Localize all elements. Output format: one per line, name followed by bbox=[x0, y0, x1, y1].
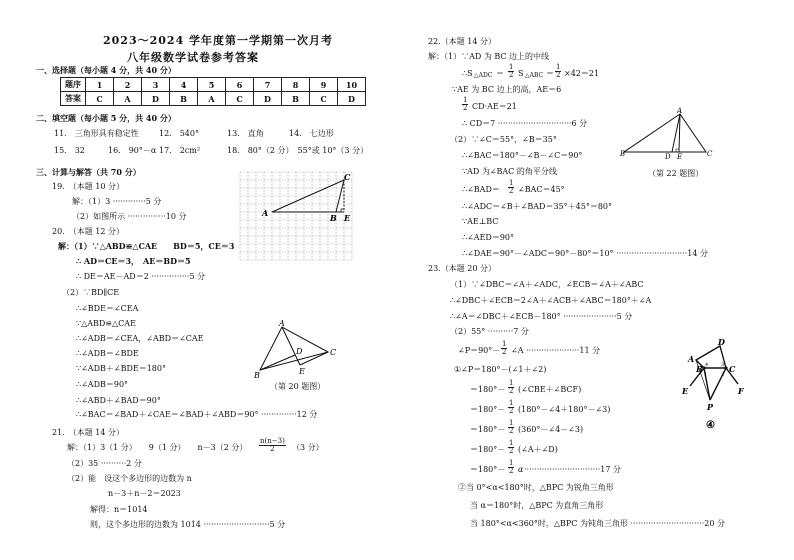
q22-line: S bbox=[518, 69, 524, 78]
fraction-denominator: 2 bbox=[509, 427, 514, 435]
q22-label: C bbox=[707, 150, 713, 158]
fraction-numerator: 1 bbox=[509, 459, 514, 467]
q23-angle-label: 3 bbox=[721, 362, 725, 368]
q23-fraction-half bbox=[508, 460, 514, 475]
fraction-numerator: 1 bbox=[509, 399, 514, 407]
q22-subscript: △ABC bbox=[525, 72, 544, 79]
q20-label: D bbox=[296, 347, 303, 356]
fill-answer: 14. 七边形 bbox=[289, 129, 334, 138]
q23-line: ＝180°－ bbox=[470, 445, 506, 454]
q23-line: 当 180°<α<360°时，△BPC 为钝角三角形 ·····························20 分 bbox=[470, 519, 725, 528]
q23-label: F bbox=[738, 386, 744, 396]
answer-cell: B bbox=[170, 92, 198, 106]
q19-label: E bbox=[344, 213, 351, 223]
fraction-numerator: 1 bbox=[509, 439, 514, 447]
q21-line: 解：（1）3（1 分） 9（1 分） n－3（2 分） bbox=[67, 443, 248, 452]
q22-line: ∴∠BAC＝180°－∠B－∠C＝90° bbox=[462, 151, 583, 160]
q22-subscript: △ADC bbox=[474, 72, 493, 79]
q23-figure-number: ④ bbox=[706, 420, 715, 431]
q19-label: B bbox=[330, 213, 337, 223]
fraction-denominator: 2 bbox=[509, 407, 514, 415]
question-number: 9 bbox=[310, 78, 338, 92]
q20-label: A bbox=[279, 319, 285, 328]
q23-line: ＝180°－ bbox=[470, 425, 506, 434]
q22-line: ∴ CD＝7 ·····························6 分 bbox=[462, 119, 588, 128]
q23-fraction-half bbox=[508, 380, 514, 395]
fraction-denominator: 2 bbox=[502, 348, 507, 356]
fraction-numerator: 1 bbox=[509, 63, 514, 71]
answer-cell: D bbox=[338, 92, 366, 106]
fraction-denominator: 2 bbox=[556, 71, 561, 79]
q22-fraction-half bbox=[555, 64, 561, 79]
fraction-denominator: 2 bbox=[509, 187, 514, 195]
q20-line: ∴∠BAC＝∠BAD＋∠CAE＝∠BAD＋∠ABD＝90° ··············12 分 bbox=[76, 410, 318, 419]
q22-line: ∴∠DAE＝90°－∠ADC＝90°－80°＝10° ····························14 分 bbox=[462, 249, 709, 258]
q20-line: ∵∠ADB＋∠BDE＝180° bbox=[76, 364, 166, 373]
question-number: 7 bbox=[254, 78, 282, 92]
q22-line: （2）∵∠C＝55°，∠B＝35° bbox=[450, 135, 557, 144]
q23-line: ①∠P＝180°－(∠1＋∠2) bbox=[454, 365, 547, 374]
question-number: 1 bbox=[86, 78, 114, 92]
section-heading-choice: 一、选择题（每小题 4 分，共 40 分） bbox=[36, 65, 176, 75]
q23-angle-label: 4 bbox=[705, 362, 709, 368]
answer-cell: A bbox=[114, 92, 142, 106]
section-heading-fill: 二、填空题（每小题 5 分，共 40 分） bbox=[36, 113, 176, 123]
q21-line: （3 分） bbox=[292, 443, 324, 452]
q22-line: ＝ bbox=[546, 69, 554, 78]
answer-cell: A bbox=[198, 92, 226, 106]
q22-label: D bbox=[665, 153, 671, 161]
q23-heading: 23.（本题 20 分） bbox=[428, 264, 496, 273]
q23-line: ∠P＝90°－ bbox=[458, 346, 501, 355]
q23-point bbox=[724, 366, 727, 369]
q20-label: E bbox=[299, 367, 305, 376]
fill-answer: 11. 三角形具有稳定性 bbox=[54, 129, 139, 138]
q23-line: (∠A＋∠D) bbox=[518, 445, 558, 454]
fill-answer: 15. 32 bbox=[54, 146, 85, 155]
fill-answer: 13. 直角 bbox=[227, 129, 264, 138]
question-number: 2 bbox=[114, 78, 142, 92]
answer-table-answer-row bbox=[61, 92, 366, 106]
fraction-numerator: 1 bbox=[556, 63, 561, 71]
q22-line: CD·AE＝21 bbox=[472, 102, 517, 111]
question-number: 8 bbox=[282, 78, 310, 92]
q23-fraction-half bbox=[501, 341, 507, 356]
q23-label: E bbox=[682, 386, 689, 396]
q21-heading: 21. （本题 14 分） bbox=[52, 428, 124, 437]
question-number: 6 bbox=[226, 78, 254, 92]
answer-table bbox=[60, 77, 366, 106]
fraction-denominator: 2 bbox=[509, 387, 514, 395]
fraction-denominator: 2 bbox=[509, 447, 514, 455]
q20-line: ∴∠ADB＝∠BDE bbox=[76, 349, 139, 358]
q20-figure-caption: （第 20 题图） bbox=[270, 382, 326, 391]
q23-line: （1）∵∠DBC＝∠A＋∠ADC，∠ECB＝∠A＋∠ABC bbox=[450, 280, 644, 289]
answer-cell: C bbox=[226, 92, 254, 106]
q22-heading: 22.（本题 14 分） bbox=[428, 37, 496, 46]
q23-line: α bbox=[518, 465, 524, 474]
q22-line: ∴S bbox=[462, 69, 473, 78]
fraction-numerator: 1 bbox=[502, 340, 507, 348]
q21-line: 解得：n＝1014 bbox=[90, 505, 148, 514]
q20-line: ∴ AD＝CE＝3， AE＝BD＝5 bbox=[76, 256, 191, 266]
answer-cell: B bbox=[282, 92, 310, 106]
fraction-numerator: 1 bbox=[509, 419, 514, 427]
answer-table-number-row bbox=[61, 78, 366, 92]
question-number: 5 bbox=[198, 78, 226, 92]
q22-fraction-half bbox=[508, 180, 514, 195]
question-number: 3 bbox=[142, 78, 170, 92]
fraction-numerator: 1 bbox=[509, 179, 514, 187]
q21-fraction-denominator: 2 bbox=[270, 445, 275, 453]
q21-line: （2）35 ··········2 分 bbox=[67, 459, 142, 468]
section-heading-solve: 三、计算与解答（共 70 分） bbox=[36, 167, 141, 177]
q23-line: 当 α＝180°时，△BPC 为直角三角形 bbox=[470, 501, 604, 510]
q22-line: ∴∠AED＝90° bbox=[462, 233, 515, 242]
q20-line: ∴∠ADB＝90° bbox=[76, 380, 129, 389]
q22-label: E bbox=[677, 153, 683, 161]
q23-line: ＝180°－ bbox=[470, 385, 506, 394]
q19-line: 解：（1）3 ·············5 分 bbox=[72, 197, 162, 206]
row-label-question: 题序 bbox=[61, 78, 86, 92]
q20-label: B bbox=[254, 371, 260, 380]
q23-angle-label: 1 bbox=[704, 372, 708, 378]
q23-line: ＝180°－ bbox=[470, 465, 506, 474]
q21-line: n－3＋n－2＝2023 bbox=[108, 489, 181, 498]
fill-answer: 12. 540° bbox=[159, 129, 199, 138]
q23-line: ②当 0°<α<180°时，△BPC 为锐角三角形 bbox=[458, 483, 614, 492]
fill-answer: 17. 2cm² bbox=[159, 146, 201, 155]
fraction-denominator: 2 bbox=[463, 104, 468, 112]
q23-line: ······························17 分 bbox=[524, 465, 622, 474]
q23-label: A bbox=[688, 354, 695, 364]
q23-figure bbox=[676, 337, 748, 431]
q23-line: (∠CBE＋∠BCF) bbox=[518, 385, 582, 394]
row-label-answer: 答案 bbox=[61, 92, 86, 106]
page-subtitle: 八年级数学试卷参考答案 bbox=[127, 51, 259, 64]
q20-line: （2）∵BD∥CE bbox=[62, 288, 120, 297]
q22-line: 解：（1）∵AD 为 BC 边上的中线 bbox=[428, 52, 550, 61]
answer-cell: C bbox=[86, 92, 114, 106]
fraction-denominator: 2 bbox=[509, 467, 514, 475]
question-number: 10 bbox=[338, 78, 366, 92]
q23-fraction-half bbox=[508, 420, 514, 435]
q22-line: ∴∠BAD＝ bbox=[462, 185, 500, 194]
fraction-numerator: 1 bbox=[463, 96, 468, 104]
q21-fraction-numerator: n(n−3) bbox=[260, 437, 285, 445]
answer-cell: D bbox=[254, 92, 282, 106]
fraction-numerator: 1 bbox=[509, 379, 514, 387]
q23-label: P bbox=[707, 402, 714, 412]
q20-label: C bbox=[330, 348, 337, 357]
fraction-denominator: 2 bbox=[509, 71, 514, 79]
q23-line: (360°－∠4－∠3) bbox=[518, 425, 584, 434]
q22-fraction-half bbox=[508, 64, 514, 79]
q23-line: ∠A ·····················11 分 bbox=[511, 346, 601, 355]
q21-line: 则，这个多边形的边数为 1014 ··························5 分 bbox=[90, 520, 286, 529]
q23-label: C bbox=[729, 364, 736, 374]
q19-label: C bbox=[344, 172, 351, 182]
q19-line: （2）如图所示 ···············10 分 bbox=[72, 212, 187, 221]
q22-line: ＝ bbox=[496, 69, 504, 78]
q22-line: ×42＝21 bbox=[564, 69, 600, 78]
q21-fraction bbox=[259, 438, 286, 453]
question-number: 4 bbox=[170, 78, 198, 92]
q22-figure-caption: （第 22 题图） bbox=[648, 169, 704, 178]
q23-fraction-half bbox=[508, 440, 514, 455]
q20-figure bbox=[252, 319, 342, 382]
q22-line: ∠BAC＝45° bbox=[518, 185, 565, 194]
answer-cell: D bbox=[142, 92, 170, 106]
q23-line: (180°－∠4＋180°－∠3) bbox=[518, 405, 611, 414]
q19-grid-figure bbox=[240, 172, 352, 260]
fill-answer: 18. 80°（2 分） 55°或 10°（3 分） bbox=[227, 146, 369, 155]
q23-line: ＝180°－ bbox=[470, 405, 506, 414]
q22-line: ∵AE 为 BC 边上的高，AE＝6 bbox=[452, 85, 562, 94]
q20-line: ∴ DE＝AE－AD＝2 ···············5 分 bbox=[76, 272, 206, 281]
q20-line: ∴∠ABD＋∠BAD＝90° bbox=[76, 396, 161, 405]
q23-line: （2）55° ··········7 分 bbox=[450, 327, 529, 336]
answer-cell: C bbox=[310, 92, 338, 106]
q21-line: （2）能 设这个多边形的边数为 n bbox=[67, 474, 192, 483]
q22-line: ∵AE⊥BC bbox=[462, 217, 499, 226]
q20-heading: 20. （本题 12 分） bbox=[52, 227, 124, 236]
q22-figure bbox=[620, 102, 720, 164]
q19-heading: 19. （本题 10 分） bbox=[52, 182, 124, 191]
q20-line: ∴∠BDE＝∠CEA bbox=[76, 304, 139, 313]
page-title: 2023～2024 学年度第一学期第一次月考 bbox=[103, 34, 334, 47]
q23-label: D bbox=[718, 337, 725, 347]
q20-line: ∵△ABD≌△CAE bbox=[76, 319, 136, 328]
q22-line: ∵AD 为∠BAC 的角平分线 bbox=[462, 167, 557, 176]
q22-label: A bbox=[677, 107, 683, 115]
q23-fraction-half bbox=[508, 400, 514, 415]
q22-line: ∴∠ADC＝∠B＋∠BAD＝35°＋45°＝80° bbox=[462, 202, 612, 211]
q23-line: ∴∠DBC＋∠ECB＝2∠A＋∠ACB＋∠ABC＝180°＋∠A bbox=[450, 296, 652, 305]
q20-line: 解：（1）∵△ABD≌△CAE BD＝5，CE＝3 bbox=[58, 241, 235, 251]
q23-angle-label: 2 bbox=[721, 372, 725, 378]
q23-line: ∴∠A＝∠DBC＋∠ECB－180° ·····················5 分 bbox=[450, 312, 633, 321]
fill-answer: 16. 90°－α bbox=[108, 146, 157, 155]
q22-label: B bbox=[620, 150, 626, 158]
q22-fraction-half bbox=[462, 97, 468, 112]
q20-line: ∴∠ADB＝∠CEA，∠ABD＝∠CAE bbox=[76, 334, 204, 343]
q23-label: B bbox=[696, 364, 703, 374]
q19-label: A bbox=[262, 208, 269, 218]
